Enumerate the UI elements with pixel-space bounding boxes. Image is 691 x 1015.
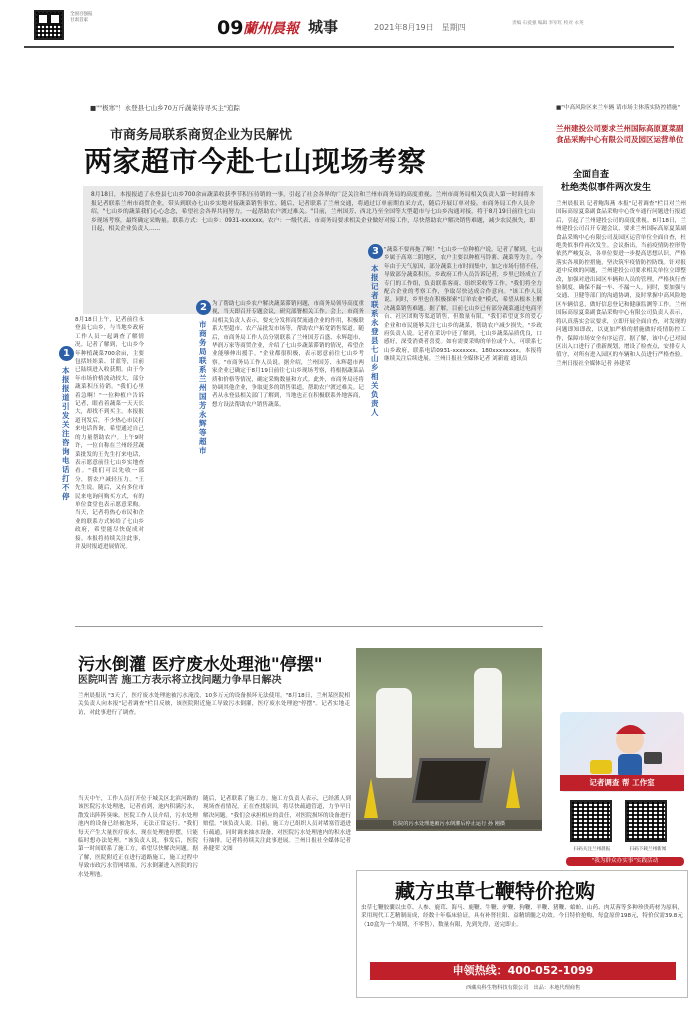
section-2-number: 2 [196, 300, 211, 315]
section-title: 城事 [308, 18, 339, 36]
issue-date: 2021年8月19日 星期四 [374, 23, 466, 32]
main-story-lead: 8月18日，本报报道了永登县七山乡700余亩蔬菜收获季节积压待销的一事，引起了社会各界的广泛关注和兰州市商务局的高度重视。兰州市商务局相关负责人第一时间将本报记者联系兰州市商贸企业，带头到联办七山乡实地对接蔬菜销售事宜。随后，记者联系了兰州交通，将通过订单前期直采方式，随后开展订单对接。市商务局工作人员介绍，"七山乡的蔬菜我们心心念念，希望社会各界共同努力，一起帮助农户渡过难关。"目前，兰州国芳、西北乃至全国等大型超市与七山乡沟通对接，将于8月19日前往七山乡现场考察，最终确定采购量。联系方式：七山乡：0931-xxxxxx。农户：一级代表、市商务局要求相关企业做好对接工作，尽快帮助农户解决销售难题，减少农民损失，即日起，相关企业负责人…… [91, 192, 535, 233]
section-3-body: "蔬菜不要再拖了啊！"七山乡一位种植户说。记者了解到，七山乡属于高寒二阴地区，农户主要以种植马铃薯、蔬菜等为主。今年由于天气原因，部分蔬菜上市时间集中，加之市场行情不佳，导致部分蔬菜积压。乡政府工作人员告诉记者，乡里已经成立了专门的工作组，负责联系客商、组织采收等工作。"我们将全力配合企业的考察工作，争取尽快达成合作意向。"该工作人员说。同时，乡里也在积极探索"订单农业"模式，希望从根本上解决蔬菜销售难题。据了解，目前七山乡已有部分蔬菜通过电商平台、社区团购等渠道销售，但数量有限。"我们希望更多的爱心企业和市民能够关注七山乡的蔬菜，帮助农户减少损失。"乡政府负责人说。记者在采访中还了解到，七山乡蔬菜品质优良，口感好，深受消费者喜爱。如有需要采购的单位或个人，可联系七山乡政府，联系电话0931-xxxxxxx、180xxxxxxxx。本报将继续关注后续进展。兰州日报社全媒体记者 刘新霞 通讯员 [384, 247, 542, 363]
section-2-subtitle: 市商务局联系兰州国芳 永辉等超市 [199, 320, 207, 455]
photo-manhole [412, 758, 490, 803]
qr-label-b: 扫码下载兰州新闻 [629, 847, 667, 852]
paper-logo: 蘭州晨報 [243, 21, 299, 37]
section-1-subtitle: 本报报道引发关注 咨询电话打不停 [62, 366, 70, 501]
qr-code-a [570, 800, 612, 842]
right-story-title-line-2: 杜绝类似事件两次发生 [561, 183, 652, 193]
sewage-story-body-col-2: 随后，记者联系了施工方。施工方负责人表示，已经派人到现场查看情况，正在查找原因，将尽快疏通管道，力争早日解决问题。"我们会承担相应的责任，对医院损坏的设备进行赔偿。"该负责人说。目前，施工方已组织人员对堵塞管道进行疏通，同时调来抽水设备，对医院污水处理池内的积水进行抽排。记者将持续关注此事进展。兰州日报社全媒体记者 孙健荣 文图 [203, 796, 351, 853]
sewage-story-headline: 污水倒灌 医疗废水处理池"停摆" [78, 655, 323, 675]
section-3-number: 3 [368, 244, 383, 259]
right-story-kicker: 兰州建投公司要求兰州国际高原夏菜副食品采购中心有限公司及园区运营单位 [556, 124, 684, 144]
qr-code-b [625, 800, 667, 842]
sewage-photo [356, 648, 542, 831]
masthead-qr-code [34, 10, 64, 40]
section-2-body: 为了帮助七山乡农户解决蔬菜滞销问题，市商务局领导高度重视，当天即召开专题会议，研究部署相关工作。会上，市商务局相关负责人表示，要充分发挥商贸流通企业的作用，积极联系大型超市、农产品批发市场等，帮助农户拓宽销售渠道。随后，市商务局工作人员分别联系了兰州国芳百盛、永辉超市、华润万家等商贸企业，介绍了七山乡蔬菜滞销的情况，希望企业能够伸出援手。"企业都很积极，表示愿意前往七山乡考察。"市商务局工作人员说。据介绍，兰州国芳、永辉超市两家企业已确定于8月19日前往七山乡现场考察，将根据蔬菜品质和价格等情况，确定采购数量和方式。此外，市商务局还将协调其他企业，争取更多的销售渠道，帮助农户渡过难关。记者从永登县相关部门了解到，当地也正在积极联系外地客商，想方设法帮助农户销售蔬菜。 [212, 301, 364, 408]
advertisement-footer: 西藏央科生物科技有限公司 出品：本地代理商售 [466, 985, 581, 991]
photo-caption: 医院的污水处理池被污水倒灌后停止运行 孙 刚摄 [356, 820, 542, 829]
photo-worker-figure [376, 688, 412, 778]
advertisement-title: 藏方虫草七鞭特价抢购 [395, 879, 595, 903]
page-number: 09 [217, 17, 244, 39]
photo-cone [364, 778, 378, 818]
photo-cone [506, 768, 520, 808]
right-story-body: 兰州晨报讯 记者鲍海燕 本报"记者调查"栏目对兰州国际高原夏菜副食品采购中心货车通行问题进行报道后，引起了兰州建投公司的高度重视。8月18日，兰州建投公司召开专题会议，要求兰州国际高原夏菜副食品采购中心有限公司及园区运营单位全面自查，杜绝类似事件再次发生。会议指出，当前疫情防控形势依然严峻复杂，各单位要进一步提高思想认识，严格落实各项防控措施，坚决筑牢疫情防控防线。针对报道中反映的问题，兰州建投公司要求相关单位立即整改，加强对进出园区车辆和人员的管理，严格执行查验制度，确保不漏一车、不漏一人。同时，要加强与交通、卫健等部门的沟通协调，及时掌握中高风险地区车辆信息，做好信息登记和健康监测等工作。兰州国际高原夏菜副食品采购中心有限公司负责人表示，将认真落实会议要求，立即开展全面自查，对发现的问题即知即改，以更加严格的措施做好疫情防控工作，保障市场安全有序运营。据了解，该中心已对园区出入口进行了重新规划，增设了检查点，安排专人值守，对所有进入园区的车辆和人员进行严格查验。兰州日报社全媒体记者 孙建荣 [556, 201, 686, 367]
editors-credit: 责编 石爱强 编辑 李军红 校对 永英 [512, 21, 584, 26]
photo-doctor-figure [474, 668, 502, 748]
section-1-number: 1 [59, 346, 74, 361]
qr-slogan: "我为群众办实事"实践活动 [566, 857, 684, 866]
advertisement-hotline: 申领热线：400-052-1099 [370, 962, 676, 980]
main-story-tag: ■""极寒"！永登县七山乡70万斤蔬菜待寻买主"追踪 [90, 104, 240, 112]
masthead-side-note: 全国百强报 甘肃首家 [70, 12, 93, 23]
sewage-story-subtitle: 医院叫苦 施工方表示将立找问题力争早日解决 [78, 675, 282, 686]
header-divider [24, 46, 674, 48]
section-1-body: 8月18日上午，记者前往永登县七山乡，与当地乡政府工作人员一起调查了解情况。记者了解到，七山乡今年种植蔬菜700余亩，主要包括娃娃菜、甘蓝等，目前已陆续进入收获期。由于今年市场价格波动较大，部分蔬菜积压待销。"我们心里着急啊！"一位种植户告诉记者，眼看着蔬菜一天天长大，却找不到买主。本报报道刊发后，不少热心市民打来电话咨询，希望通过自己的力量帮助农户。上午9时许，一位自称在兰州经营蔬菜批发的王先生打来电话，表示愿意前往七山乡实地查看。"我们可以先收一部分，帮农户减轻压力。"王先生说。随后，又有多位市民来电询问购买方式，有的单位食堂也表示愿意采购。当天，记者将热心市民和企业的联系方式转给了七山乡政府，希望能尽快促成对接。本报将持续关注此事，并及时报道进展情况。 [75, 317, 144, 550]
main-story-kicker: 市商务局联系商贸企业为民解忧 [110, 128, 293, 143]
section-3-subtitle: 本报记者联系永登县七山乡相关负责人 [371, 264, 379, 417]
right-story-title-line-1: 全面自查 [573, 170, 610, 180]
sewage-story-lead: 兰州晨报讯 "3天了，医疗废水处理池被污水淹没，10多万元的设备损坏无法使用。"8月18日，兰州某医院相关负责人向本报"记者调查"栏目反映，该医院附近施工导致污水倒灌，医疗废水处理池"停摆"。记者实地走访，对此事进行了调查。 [78, 693, 350, 716]
sewage-story-body-col-1: 当天中午，工作人员打开位于城关区北滨河路的该医院污水处理池，记者看到，池内积满污水，散发出阵阵臭味。医院工作人员介绍，污水处理池内的设备已经被泡坏，无法正常运行。"我们每天产生大量医疗废水，现在处理池停摆，只能临时想办法处理。"该负责人说，事发后，医院第一时间联系了施工方，希望尽快解决问题。据了解，医院附近正在进行道路施工，施工过程中导致市政污水管网堵塞，污水倒灌进入医院的污水处理池。 [78, 796, 198, 878]
advertisement-body: 虫草七鞭胶囊以虫草、人参、鹿茸、海马、鹿鞭、牛鞭、驴鞭、狗鞭、羊鞭、猪鞭、蛤蚧、山药、肉苁蓉等多种珍贵药材为原料，采用现代工艺精制而成，经数十年临床验证，具有补肾壮阳、益精填髓之功效。今日特价抢购，每盒原价198元，特价仅需39.8元（10盒为一个周期，不零售），数量有限，先到先得，送完即止。 [361, 905, 683, 928]
cartoon-banner: 记者调查 帮 工作室 [560, 775, 684, 791]
right-story-tag: ■"中高风险区来兰车辆 请市场主体落实防控措施" [556, 105, 681, 111]
qr-label-a: 扫码关注兰州晨报 [573, 847, 611, 852]
main-story-headline: 两家超市今赴七山现场考察 [84, 145, 427, 178]
section-divider [75, 626, 543, 627]
